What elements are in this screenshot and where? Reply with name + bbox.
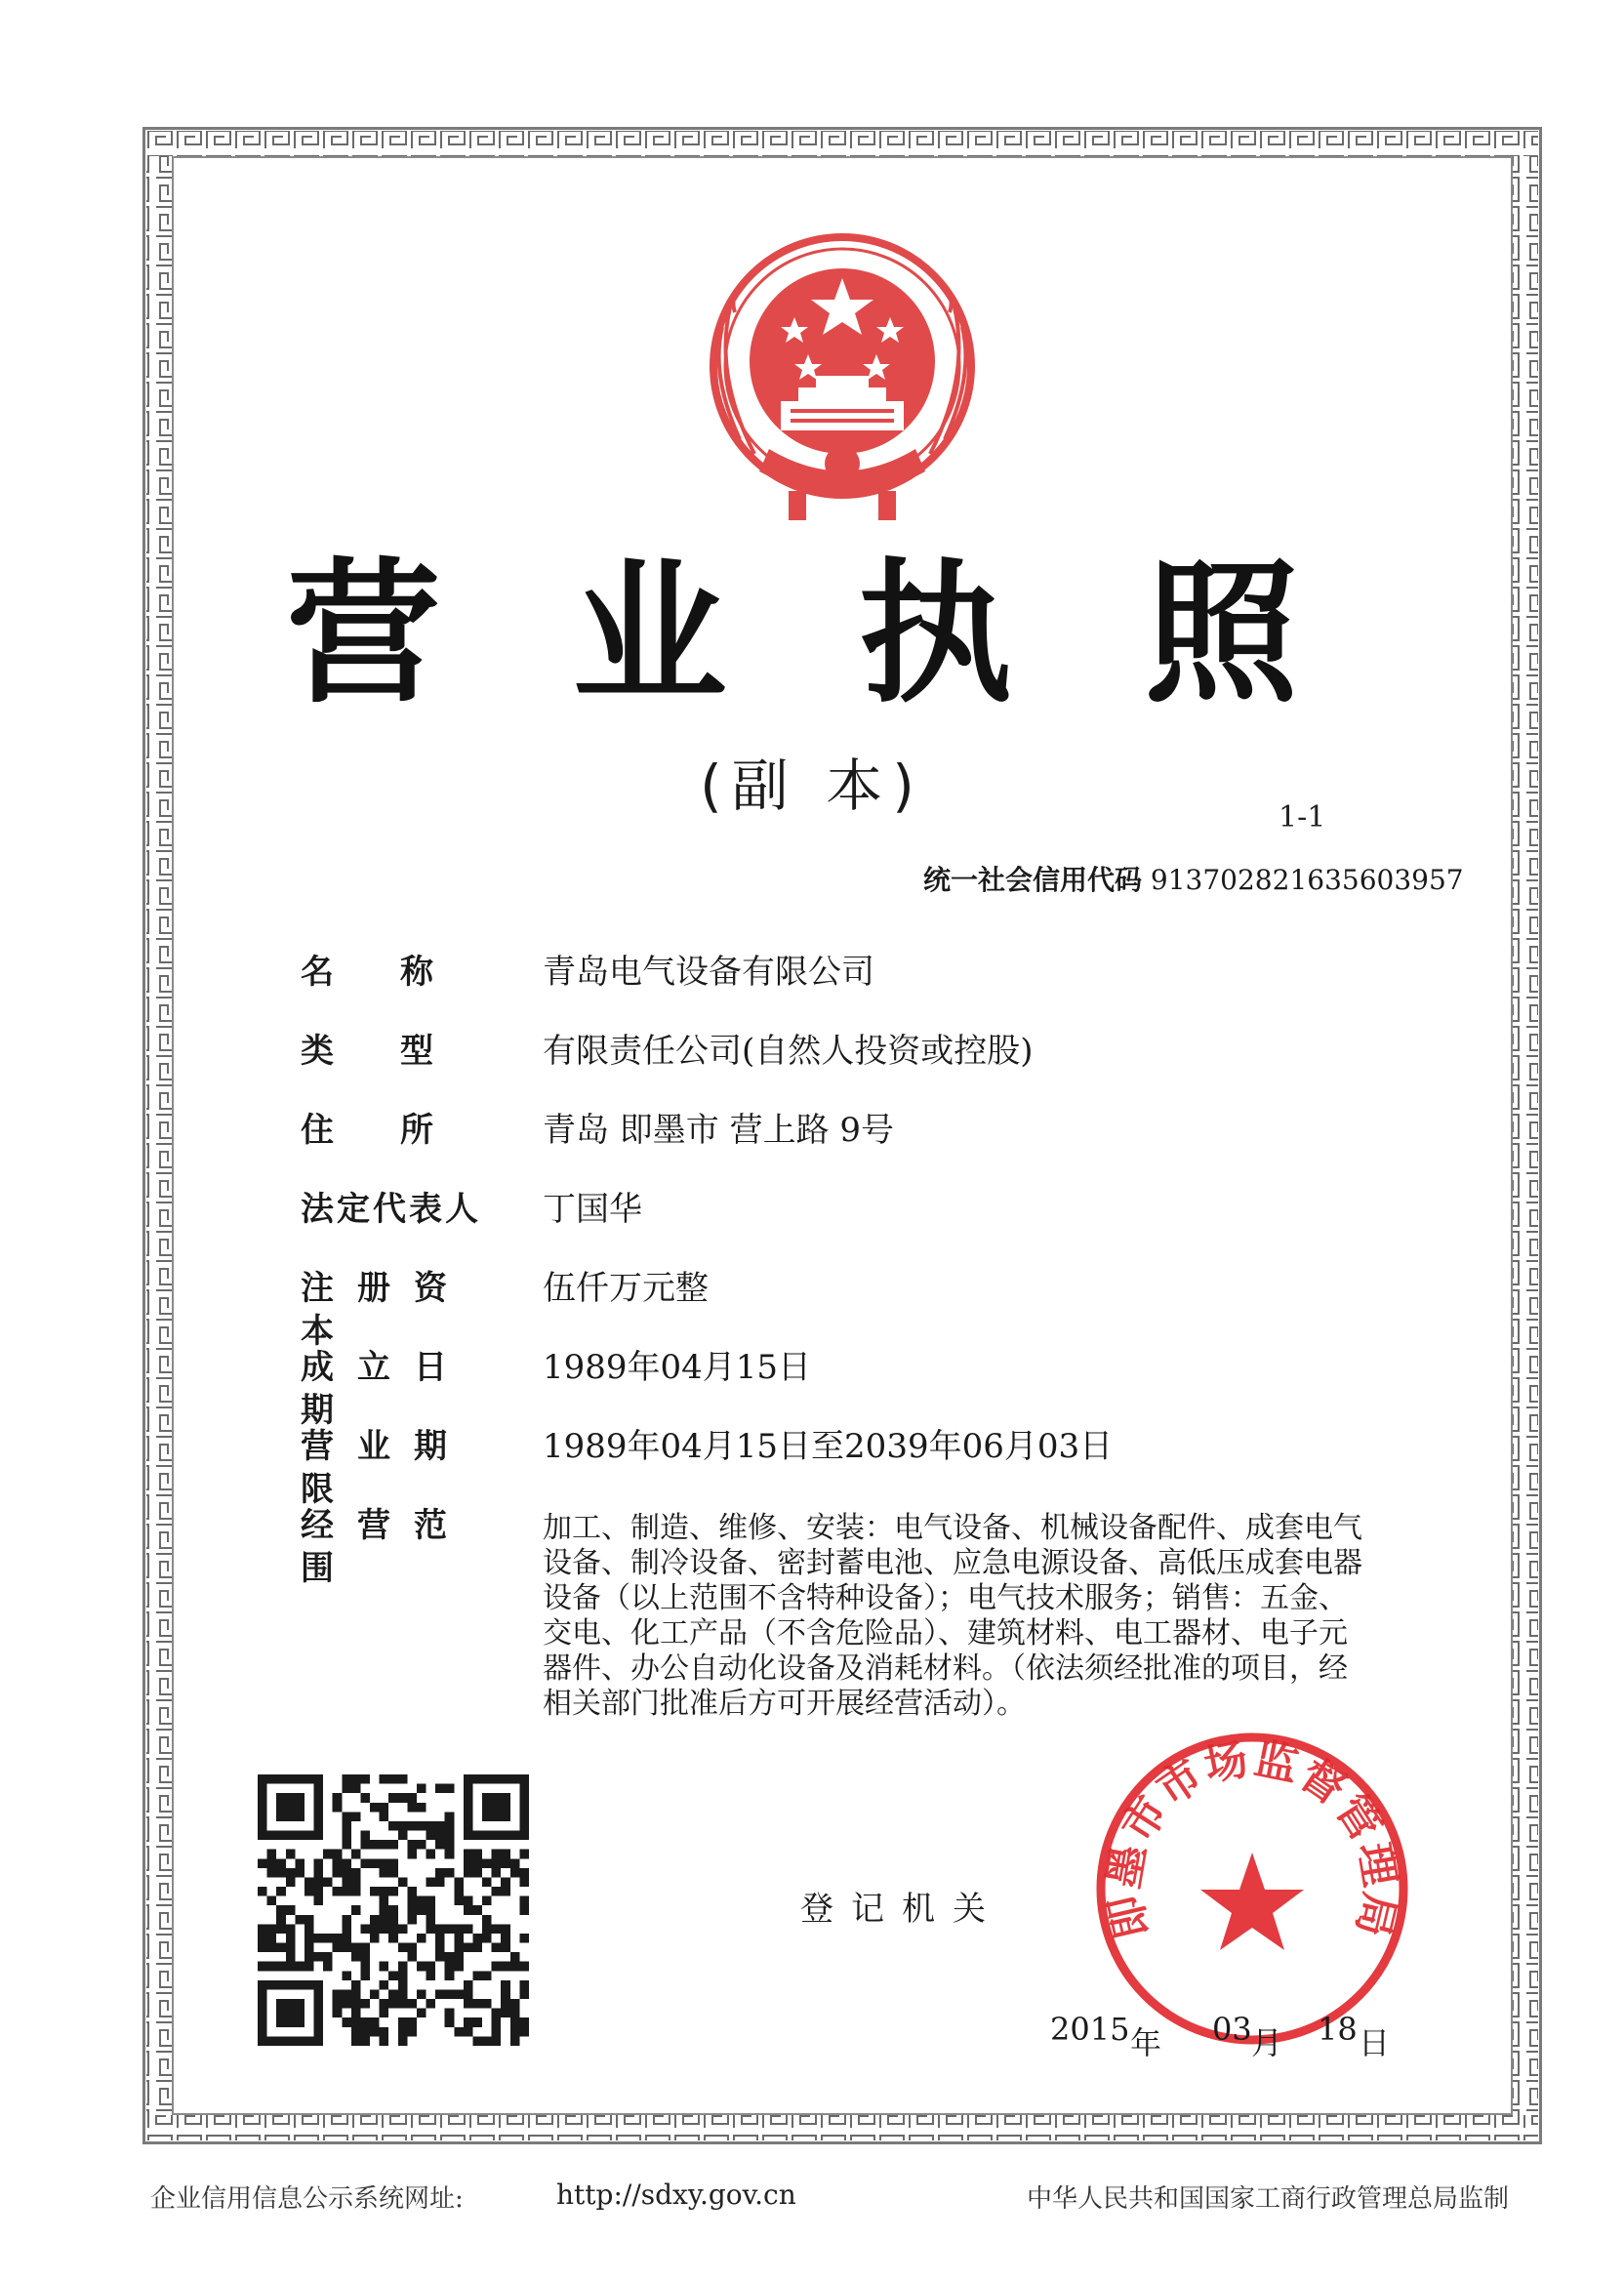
qr-code-icon[interactable] [258, 1774, 529, 2046]
field-label: 成立日期 [301, 1348, 470, 1430]
issue-month-unit: 月 [1251, 2024, 1283, 2061]
serial-number: 1-1 [1279, 800, 1326, 835]
issue-year: 2015 [1050, 2011, 1130, 2048]
svg-text:即墨市市场监督管理局: 即墨市市场监督管理局 [1099, 1733, 1405, 1943]
issue-month: 03 [1212, 2011, 1252, 2048]
certificate-subtitle: (副 本) [700, 753, 924, 819]
field-label: 经营范围 [301, 1506, 470, 1588]
field-value: 丁国华 [543, 1190, 642, 1229]
field-label: 注册资本 [301, 1269, 470, 1351]
field-value: 伍仟万元整 [543, 1269, 709, 1308]
field-value: 有限责任公司(自然人投资或控股) [543, 1032, 1034, 1071]
footer-issuer: 中华人民共和国国家工商行政管理总局监制 [1027, 2184, 1510, 2214]
national-emblem-icon [701, 229, 984, 522]
credit-code [923, 859, 1464, 898]
field-value: 青岛电气设备有限公司 [543, 953, 874, 992]
field-value: 1989年04月15日至2039年06月03日 [543, 1427, 1114, 1466]
field-value: 青岛 即墨市 营上路 9号 [543, 1111, 895, 1150]
footer-website-label: 企业信用信息公示系统网址: [150, 2184, 464, 2214]
registration-authority-label: 登记机关 [800, 1890, 1003, 1929]
certificate-title: 营 业 执 照 [286, 545, 1338, 724]
field-value: 1989年04月15日 [543, 1348, 812, 1387]
issue-day: 18 [1318, 2011, 1358, 2048]
footer-website-url[interactable]: http://sdxy.gov.cn [556, 2179, 796, 2211]
field-label: 法定代表人 [301, 1190, 481, 1229]
issue-day-unit: 日 [1359, 2024, 1391, 2061]
field-label: 住 所 [301, 1111, 433, 1150]
credit-code-label: 统一社会信用代码 [923, 864, 1143, 896]
field-label: 名 称 [301, 953, 433, 992]
field-label: 类 型 [301, 1032, 433, 1071]
official-seal-stamp [1091, 1728, 1413, 2050]
credit-code-value: 913702821635603957 [1150, 864, 1464, 896]
field-label: 营业期限 [301, 1427, 470, 1509]
issue-year-unit: 年 [1130, 2024, 1162, 2061]
business-scope-text: 加工、制造、维修、安装：电气设备、机械设备配件、成套电气设备、制冷设备、密封蓄电池、应急电源设备、高低压成套电器设备（以上范围不含特种设备）；电气技术服务；销售：五金、交电、化工产品（不含危险品）、建筑材料、电工器材、电子元器件、办公自动化设备及消耗材料。（依法须经批准的项目，经相关部门批准后方可开展经营活动）。 [543, 1511, 1362, 1721]
